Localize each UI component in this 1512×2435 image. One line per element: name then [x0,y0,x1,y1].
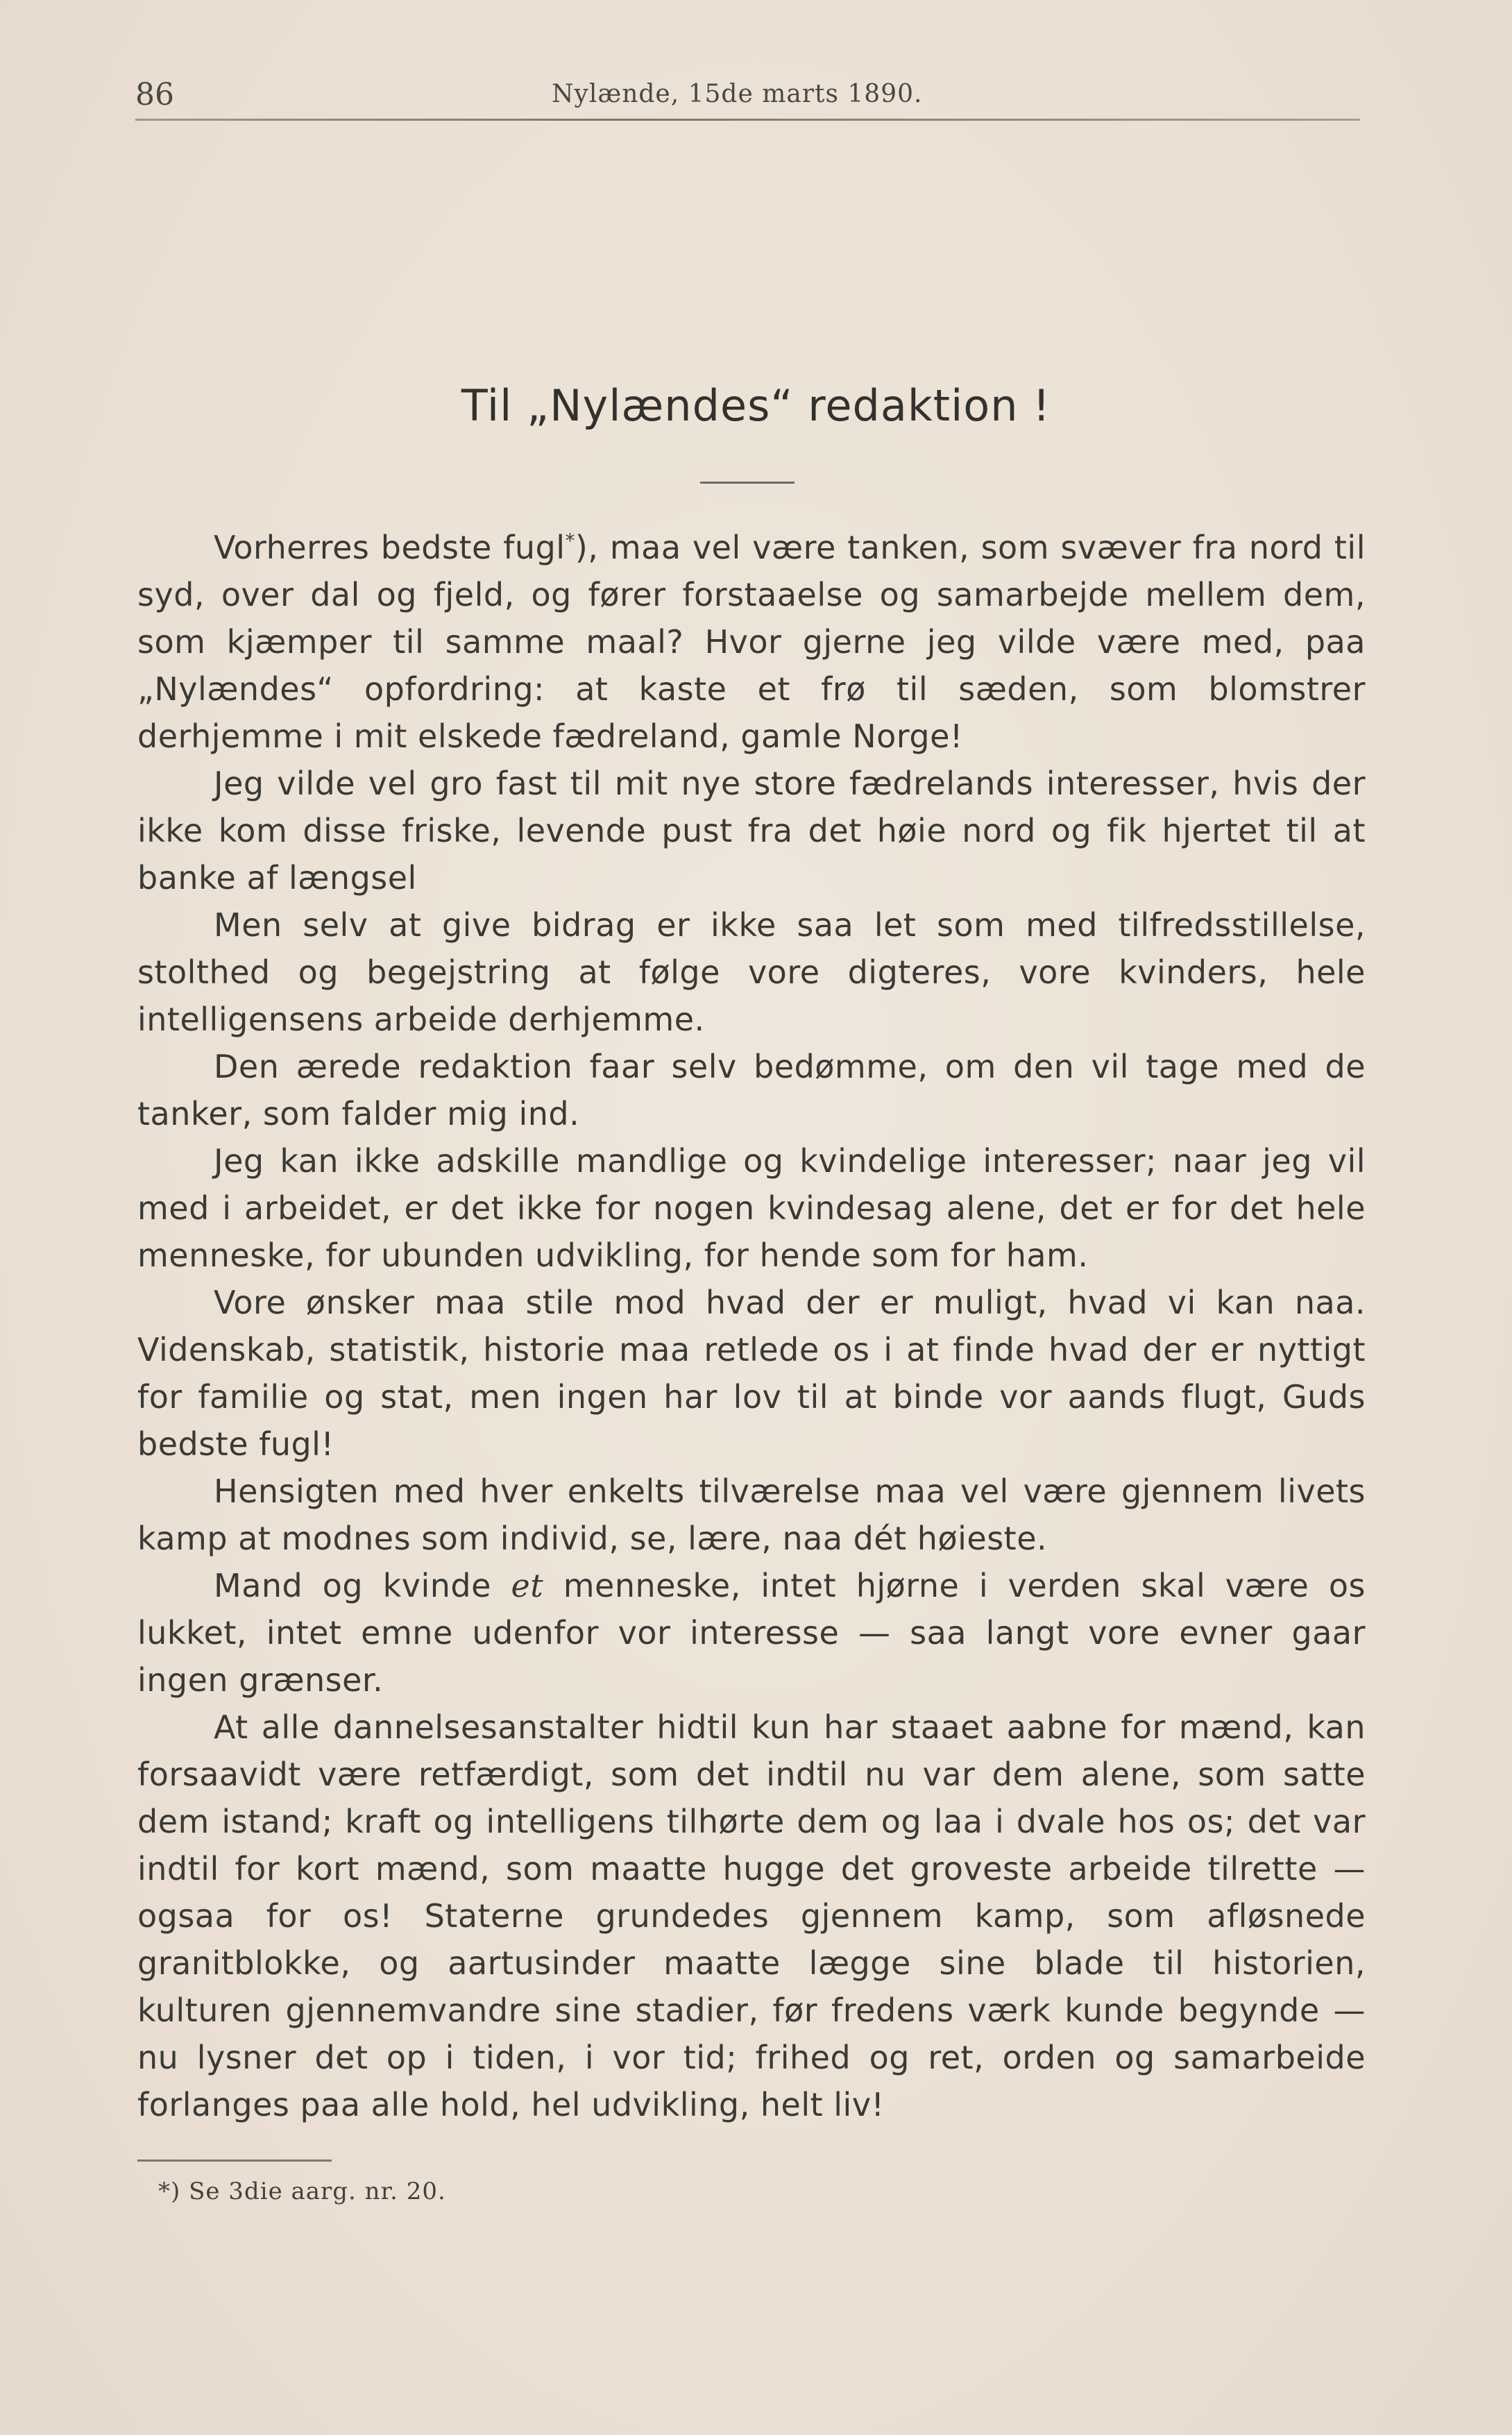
paragraph-1 [137,524,1366,760]
paragraph-8 [137,1562,1366,1704]
footnote: *) Se 3die aarg. nr. 20. [158,2178,446,2205]
paragraph-2: Jeg vilde vel gro fast til mit nye store fædrelands interesser, hvis der ikke kom disse friske, levende pust fra det høie nord og fik hjertet til at banke af længsel [137,765,1366,897]
footnote-marker: * [565,529,575,552]
paragraph-4: Den ærede redaktion faar selv bedømme, om den vil tage med de tanker, som falder mig ind. [137,1048,1366,1132]
paragraph-1-end: ), maa vel være tanken, som svæver fra nord til syd, over dal og fjeld, og fører forstaaelse og samarbejde mellem dem, som kjæmper til samme maal? Hvor gjerne jeg vilde være med, paa „Nylændes“ opfordring: at kaste et frø til sæden, som blomstrer derhjemme i mit elskede fædreland, gamle Norge! [137,529,1366,755]
paragraph-6: Vore ønsker maa stile mod hvad der er muligt, hvad vi kan naa. Videnskab, statistik, historie maa retlede os i at finde hvad der er nyttigt for familie og stat, men ingen har lov til at binde vor aands flugt, Guds bedste fugl! [137,1284,1366,1463]
page-header [135,73,1360,128]
running-head: Nylænde, 15de marts 1890. [552,80,923,108]
article-title: Til „Nylændes“ redaktion ! [461,380,1051,431]
title-rule [700,482,795,484]
emphasis-et: et [511,1567,544,1604]
paragraph-8-end: menneske, intet hjørne i verden skal være os lukket, intet emne udenfor vor interesse — saa langt vore evner gaar ingen grænser. [137,1567,1366,1699]
paragraph-7: Hensigten med hver enkelts tilværelse maa vel være gjennem livets kamp at modnes som individ, se, lære, naa dét høieste. [137,1473,1366,1557]
footnote-rule [137,2160,332,2162]
article-body [137,524,1366,2128]
page-number: 86 [135,77,174,112]
paragraph-1-start: Vorherres bedste fugl [214,529,566,566]
paragraph-3: Men selv at give bidrag er ikke saa let som med tilfredsstillelse, stolthed og begejstring at følge vore digteres, vore kvinders, hele intelligensens arbeide derhjemme. [137,906,1366,1038]
header-rule [135,119,1360,121]
paragraph-8-start: Mand og kvinde [214,1567,511,1604]
paragraph-5: Jeg kan ikke adskille mandlige og kvindelige interesser; naar jeg vil med i arbeidet, er det ikke for nogen kvindesag alene, det er for det hele menneske, for ubunden udvikling, for hende som for ham. [137,1142,1366,1274]
paragraph-9: At alle dannelsesanstalter hidtil kun har staaet aabne for mænd, kan forsaavidt være retfærdigt, som det indtil nu var dem alene, som satte dem istand; kraft og intelligens tilhørte dem og laa i dvale hos os; det var indtil for kort mænd, som maatte hugge det groveste arbeide tilrette — ogsaa for os! Staterne grundedes gjennem kamp, som afløsnede granitblokke, og aartusinder maatte lægge sine blade til historien, kulturen gjennemvandre sine stadier, før fredens værk kunde begynde — nu lysner det op i tiden, i vor tid; frihed og ret, orden og samarbeide forlanges paa alle hold, hel udvikling, helt liv! [137,1708,1366,2123]
